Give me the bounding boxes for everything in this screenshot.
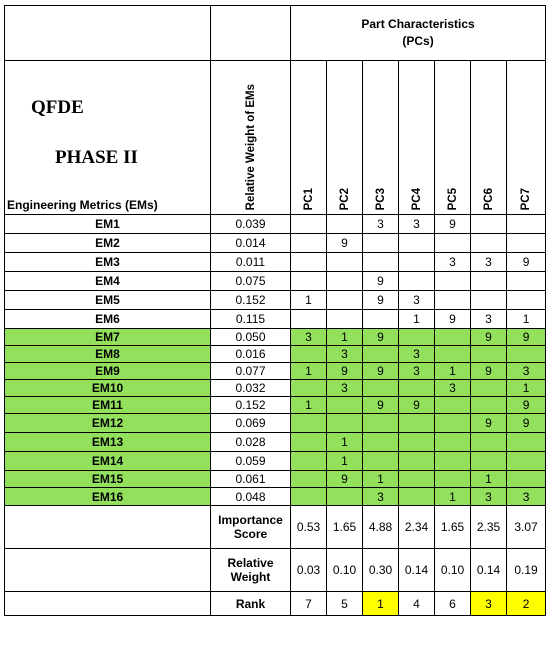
relation-cell: 1: [435, 488, 471, 506]
relation-cell: [435, 272, 471, 291]
qfde-matrix: [4, 5, 546, 616]
em-weight: 0.115: [211, 310, 291, 329]
relative-weight-row-value: 0.14: [471, 549, 507, 592]
relation-cell: [435, 414, 471, 433]
relation-cell: 1: [471, 471, 507, 488]
em-name: EM7: [5, 329, 211, 346]
em-name: EM2: [5, 234, 211, 253]
relation-cell: [471, 272, 507, 291]
relation-cell: [291, 272, 327, 291]
relation-cell: 1: [399, 310, 435, 329]
relative-weight-row-label: [211, 549, 291, 592]
weight-blank-cell: [211, 6, 291, 61]
relation-cell: 3: [507, 363, 546, 380]
relative-weight-row-value: 0.30: [363, 549, 399, 592]
relation-cell: [399, 488, 435, 506]
relation-cell: 9: [327, 471, 363, 488]
corner-blank-cell: [5, 6, 211, 61]
relation-cell: [363, 234, 399, 253]
relative-weight-row-label-line1: Relative: [227, 556, 274, 570]
em-weight: 0.048: [211, 488, 291, 506]
relation-cell: 3: [399, 363, 435, 380]
relation-cell: [435, 329, 471, 346]
em-name: EM6: [5, 310, 211, 329]
relation-cell: 3: [435, 253, 471, 272]
rank-row-value: 6: [435, 592, 471, 616]
relation-cell: 9: [471, 363, 507, 380]
summary-blank-cell: [5, 592, 211, 616]
relation-cell: [327, 414, 363, 433]
relation-cell: [435, 452, 471, 471]
relation-cell: 3: [399, 215, 435, 234]
relation-cell: 3: [363, 488, 399, 506]
em-weight: 0.077: [211, 363, 291, 380]
em-weight: 0.075: [211, 272, 291, 291]
em-weight: 0.069: [211, 414, 291, 433]
relation-cell: [291, 433, 327, 452]
metric-row: [5, 380, 546, 397]
relation-cell: 9: [471, 414, 507, 433]
importance-score-row-value: 3.07: [507, 506, 546, 549]
relation-cell: 1: [291, 291, 327, 310]
em-name: EM13: [5, 433, 211, 452]
relation-cell: 3: [327, 380, 363, 397]
rank-row: [5, 592, 546, 616]
rank-row-label-line1: Rank: [235, 596, 266, 611]
relation-cell: [471, 397, 507, 414]
relation-cell: 1: [507, 310, 546, 329]
relation-cell: 3: [435, 380, 471, 397]
relation-cell: [507, 234, 546, 253]
relation-cell: 1: [327, 329, 363, 346]
relation-cell: 1: [363, 471, 399, 488]
relation-cell: 3: [291, 329, 327, 346]
em-name: EM10: [5, 380, 211, 397]
relation-cell: 9: [363, 329, 399, 346]
relation-cell: [399, 272, 435, 291]
importance-score-row-value: 2.35: [471, 506, 507, 549]
pc-label: PC2: [338, 187, 351, 210]
pc-header-line1: Part Characteristics: [361, 17, 475, 31]
relation-cell: [327, 215, 363, 234]
importance-score-row-label: [211, 506, 291, 549]
relation-cell: [363, 310, 399, 329]
pc-header-6: [471, 61, 507, 215]
relation-cell: [363, 452, 399, 471]
relation-cell: [327, 397, 363, 414]
summary-blank-cell: [5, 549, 211, 592]
metric-row: [5, 414, 546, 433]
relative-weight-row-value: 0.03: [291, 549, 327, 592]
relation-cell: 9: [363, 363, 399, 380]
relation-cell: 3: [327, 346, 363, 363]
relative-weight-row-value: 0.10: [435, 549, 471, 592]
pc-label: PC1: [302, 187, 315, 210]
summary-blank-cell: [5, 506, 211, 549]
relative-weight-row-value: 0.14: [399, 549, 435, 592]
relation-cell: [363, 346, 399, 363]
relation-cell: [291, 234, 327, 253]
relation-cell: 9: [507, 253, 546, 272]
relation-cell: [291, 380, 327, 397]
metric-row: [5, 452, 546, 471]
relation-cell: 3: [471, 253, 507, 272]
metric-row: [5, 363, 546, 380]
relative-weight-row-value: 0.10: [327, 549, 363, 592]
em-weight: 0.016: [211, 346, 291, 363]
relation-cell: 9: [363, 272, 399, 291]
metric-row: [5, 272, 546, 291]
importance-score-row-value: 0.53: [291, 506, 327, 549]
relation-cell: [435, 346, 471, 363]
relation-cell: 3: [471, 310, 507, 329]
relation-cell: [435, 291, 471, 310]
relation-cell: [471, 234, 507, 253]
relation-cell: [435, 234, 471, 253]
relation-cell: [507, 471, 546, 488]
relation-cell: [399, 471, 435, 488]
em-name: EM5: [5, 291, 211, 310]
relation-cell: [327, 488, 363, 506]
rank-row-value: 7: [291, 592, 327, 616]
relation-cell: 3: [471, 488, 507, 506]
em-weight: 0.050: [211, 329, 291, 346]
relative-weight-header: [211, 61, 291, 215]
importance-score-row-value: 4.88: [363, 506, 399, 549]
relation-cell: [327, 291, 363, 310]
relation-cell: [363, 380, 399, 397]
relation-cell: [471, 452, 507, 471]
relation-cell: 9: [363, 397, 399, 414]
pc-header-5: [435, 61, 471, 215]
relation-cell: [471, 291, 507, 310]
pc-header-1: [291, 61, 327, 215]
relation-cell: [291, 414, 327, 433]
metric-row: [5, 346, 546, 363]
pc-header-line2: (PCs): [402, 34, 434, 48]
relation-cell: 1: [327, 433, 363, 452]
relation-cell: [363, 414, 399, 433]
relation-cell: [291, 346, 327, 363]
relation-cell: [471, 433, 507, 452]
relation-cell: 1: [327, 452, 363, 471]
relation-cell: 1: [435, 363, 471, 380]
rank-row-label: [211, 592, 291, 616]
title-cell: [5, 61, 211, 215]
em-name: EM15: [5, 471, 211, 488]
relation-cell: [291, 215, 327, 234]
engineering-metrics-header: Engineering Metrics (EMs): [7, 198, 158, 212]
importance-score-row-label-line1: Importance: [218, 513, 283, 527]
relation-cell: 9: [327, 234, 363, 253]
metric-row: [5, 253, 546, 272]
pc-header-4: [399, 61, 435, 215]
em-weight: 0.061: [211, 471, 291, 488]
rank-row-value: 3: [471, 592, 507, 616]
relation-cell: 1: [291, 363, 327, 380]
relation-cell: 9: [507, 397, 546, 414]
relation-cell: [363, 253, 399, 272]
importance-score-row-value: 1.65: [435, 506, 471, 549]
relative-weight-row: [5, 549, 546, 592]
relation-cell: [399, 253, 435, 272]
em-weight: 0.152: [211, 291, 291, 310]
relation-cell: 9: [399, 397, 435, 414]
qfde-title: QFDE: [31, 97, 84, 118]
metric-row: [5, 291, 546, 310]
importance-score-row-label-line2: Score: [233, 527, 268, 541]
relation-cell: [291, 253, 327, 272]
pc-label: PC7: [520, 187, 533, 210]
relation-cell: [327, 272, 363, 291]
relation-cell: 3: [399, 291, 435, 310]
relation-cell: [291, 310, 327, 329]
phase-title: PHASE II: [55, 147, 138, 168]
relation-cell: 9: [507, 329, 546, 346]
em-name: EM3: [5, 253, 211, 272]
metric-row: [5, 433, 546, 452]
relation-cell: [471, 380, 507, 397]
em-name: EM8: [5, 346, 211, 363]
relation-cell: [471, 215, 507, 234]
em-weight: 0.028: [211, 433, 291, 452]
metric-row: [5, 397, 546, 414]
relative-weight-row-value: 0.19: [507, 549, 546, 592]
relation-cell: 3: [363, 215, 399, 234]
relation-cell: 9: [435, 215, 471, 234]
relation-cell: 3: [399, 346, 435, 363]
pc-label: PC3: [374, 187, 387, 210]
relation-cell: [291, 471, 327, 488]
metric-row: [5, 310, 546, 329]
em-name: EM14: [5, 452, 211, 471]
relation-cell: [291, 452, 327, 471]
relation-cell: [399, 380, 435, 397]
em-name: EM4: [5, 272, 211, 291]
importance-score-row-value: 1.65: [327, 506, 363, 549]
pc-label: PC5: [446, 187, 459, 210]
relation-cell: 9: [363, 291, 399, 310]
relation-cell: [399, 452, 435, 471]
em-name: EM1: [5, 215, 211, 234]
metric-row: [5, 471, 546, 488]
metric-row: [5, 488, 546, 506]
pc-label: PC6: [482, 187, 495, 210]
rank-row-value: 4: [399, 592, 435, 616]
relation-cell: [507, 215, 546, 234]
relation-cell: [507, 272, 546, 291]
em-name: EM9: [5, 363, 211, 380]
pc-header-3: [363, 61, 399, 215]
relation-cell: [399, 234, 435, 253]
relation-cell: [507, 291, 546, 310]
part-characteristics-header: [291, 6, 546, 61]
relation-cell: [327, 253, 363, 272]
relation-cell: [435, 397, 471, 414]
pc-header-7: [507, 61, 546, 215]
relation-cell: 9: [435, 310, 471, 329]
relation-cell: [399, 433, 435, 452]
relation-cell: 1: [507, 380, 546, 397]
em-name: EM11: [5, 397, 211, 414]
em-weight: 0.039: [211, 215, 291, 234]
rank-row-value: 5: [327, 592, 363, 616]
metric-row: [5, 215, 546, 234]
relation-cell: [399, 414, 435, 433]
relation-cell: [507, 433, 546, 452]
relation-cell: 1: [291, 397, 327, 414]
em-weight: 0.032: [211, 380, 291, 397]
relation-cell: [435, 433, 471, 452]
em-weight: 0.152: [211, 397, 291, 414]
relation-cell: 9: [507, 414, 546, 433]
em-weight: 0.059: [211, 452, 291, 471]
em-weight: 0.014: [211, 234, 291, 253]
relative-weight-header-label: Relative Weight of EMs: [244, 83, 257, 210]
metric-row: [5, 329, 546, 346]
relation-cell: [291, 488, 327, 506]
relation-cell: 3: [507, 488, 546, 506]
relation-cell: [507, 346, 546, 363]
relation-cell: [471, 346, 507, 363]
relation-cell: [435, 471, 471, 488]
em-weight: 0.011: [211, 253, 291, 272]
pc-header-2: [327, 61, 363, 215]
importance-score-row: [5, 506, 546, 549]
rank-row-value: 2: [507, 592, 546, 616]
em-name: EM12: [5, 414, 211, 433]
relation-cell: [363, 433, 399, 452]
em-name: EM16: [5, 488, 211, 506]
relation-cell: [399, 329, 435, 346]
relative-weight-row-label-line2: Weight: [230, 570, 271, 584]
importance-score-row-value: 2.34: [399, 506, 435, 549]
metric-row: [5, 234, 546, 253]
relation-cell: [327, 310, 363, 329]
rank-row-value: 1: [363, 592, 399, 616]
relation-cell: 9: [327, 363, 363, 380]
relation-cell: 9: [471, 329, 507, 346]
relation-cell: [507, 452, 546, 471]
pc-label: PC4: [410, 187, 423, 210]
